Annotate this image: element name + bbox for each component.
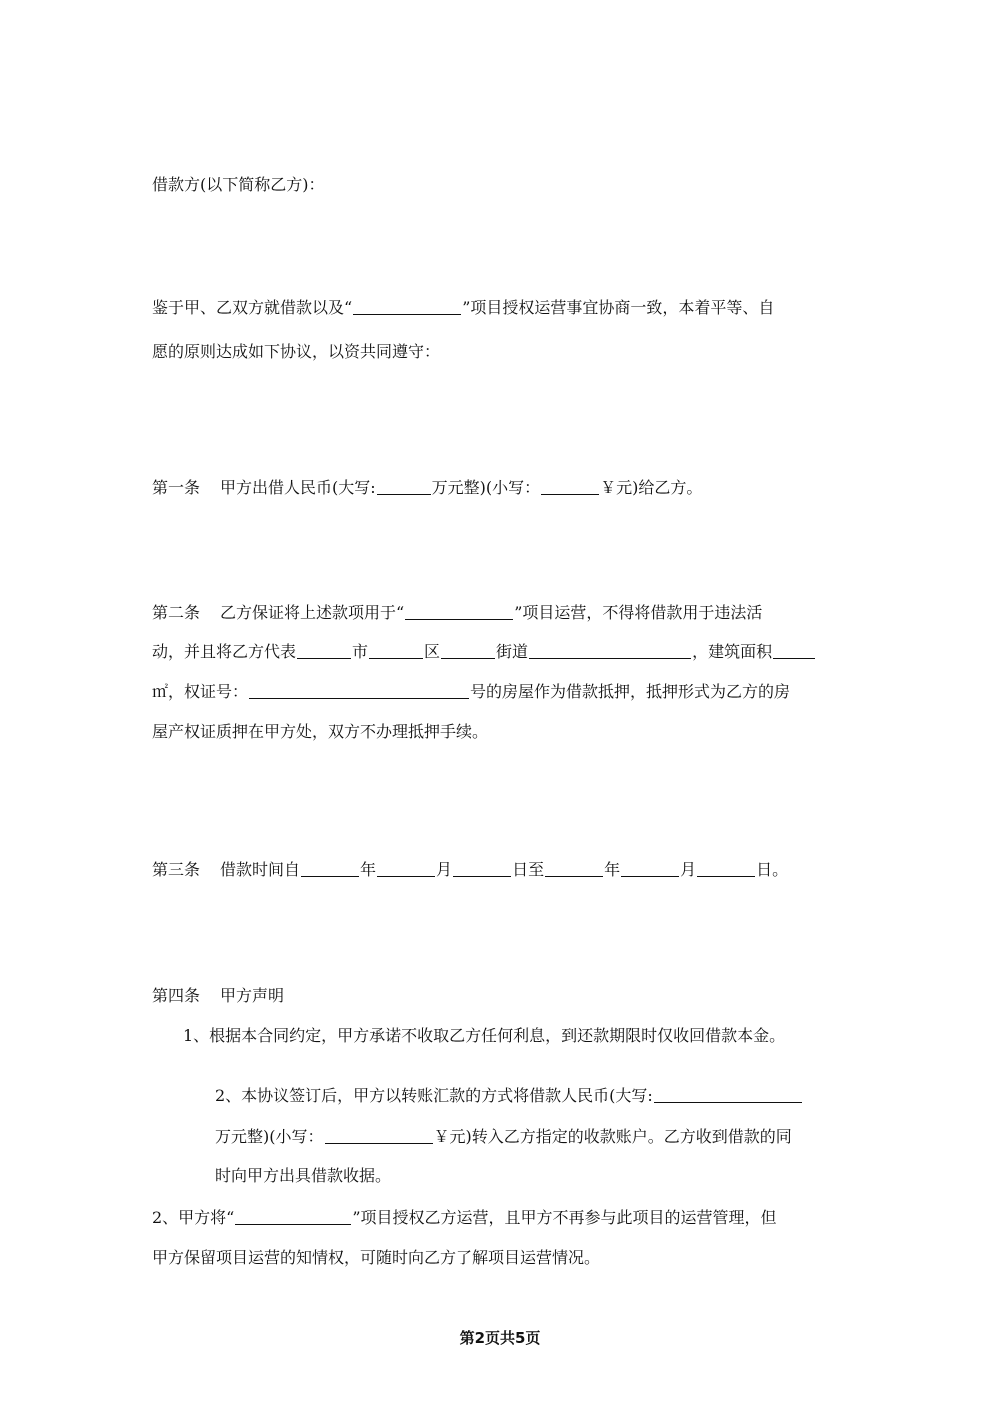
preamble-line-2: 愿的原则达成如下协议，以资共同遵守： — [152, 342, 441, 361]
article-4-item-2-line-1: 2、本协议签订后，甲方以转账汇款的方式将借款人民币(大写: — [215, 1086, 803, 1106]
blank-amount-lower — [325, 1128, 433, 1144]
article-4-item-2-line-3: 时向甲方出具借款收据。 — [215, 1166, 392, 1185]
article-1: 第一条 甲方出借人民币(大写: 万元整)(小写： ￥元)给乙方。 — [152, 478, 703, 497]
article-4-item-3-line-1: 2、甲方将“ ”项目授权乙方运营，且甲方不再参与此项目的运营管理，但 — [152, 1208, 777, 1227]
blank-district — [369, 643, 423, 659]
article-3-label: 第三条 — [152, 860, 201, 879]
article-3: 第三条 借款时间自 年 月 日至 年 月 日。 — [152, 860, 789, 879]
article-4-item-2-line-2: 万元整)(小写： ￥元)转入乙方指定的收款账户。乙方收到借款的同 — [215, 1127, 792, 1146]
article-4-heading — [152, 986, 284, 1006]
article-4-item-1: 1、根据本合同约定，甲方承诺不收取乙方任何利息，到还款期限时仅收回借款本金。 — [183, 1026, 786, 1045]
preamble-line-1: 鉴于甲、乙双方就借款以及“ ”项目授权运营事宜协商一致，本着平等、自 — [152, 298, 775, 317]
blank-project-name — [405, 604, 513, 620]
article-2-line-2: 动，并且将乙方代表 市 区 街道 ，建筑面积 — [152, 642, 816, 662]
article-2-line-1: 第二条 乙方保证将上述款项用于“ ”项目运营，不得将借款用于违法活 — [152, 603, 763, 622]
blank-start-month — [377, 861, 435, 877]
blank-end-year — [545, 861, 603, 877]
blank-certificate-number — [249, 683, 469, 699]
blank-end-day — [697, 861, 755, 877]
blank-amount-upper — [377, 479, 431, 495]
blank-street — [441, 643, 495, 659]
article-4-label: 第四条 — [152, 986, 201, 1005]
blank-amount-lower — [541, 479, 599, 495]
blank-start-year — [301, 861, 359, 877]
blank-amount-upper — [654, 1087, 802, 1103]
blank-end-month — [621, 861, 679, 877]
article-2-line-4: 屋产权证质押在甲方处，双方不办理抵押手续。 — [152, 722, 489, 741]
blank-city — [297, 643, 351, 659]
page-number-footer: 第2页共5页 — [459, 1329, 541, 1347]
article-2-label: 第二条 — [152, 603, 201, 622]
article-1-label: 第一条 — [152, 478, 201, 497]
blank-project-name — [353, 299, 461, 315]
article-4-item-3-line-2: 甲方保留项目运营的知情权，可随时向乙方了解项目运营情况。 — [152, 1248, 601, 1267]
blank-area — [773, 643, 815, 659]
article-2-line-3: ㎡，权证号： 号的房屋作为借款抵押，抵押形式为乙方的房 — [152, 682, 791, 701]
blank-address — [529, 643, 691, 659]
article-4-title: 甲方声明 — [220, 986, 285, 1005]
blank-start-day — [453, 861, 511, 877]
borrower-line: 借款方(以下简称乙方)： — [152, 175, 325, 194]
blank-project-name — [235, 1209, 351, 1225]
